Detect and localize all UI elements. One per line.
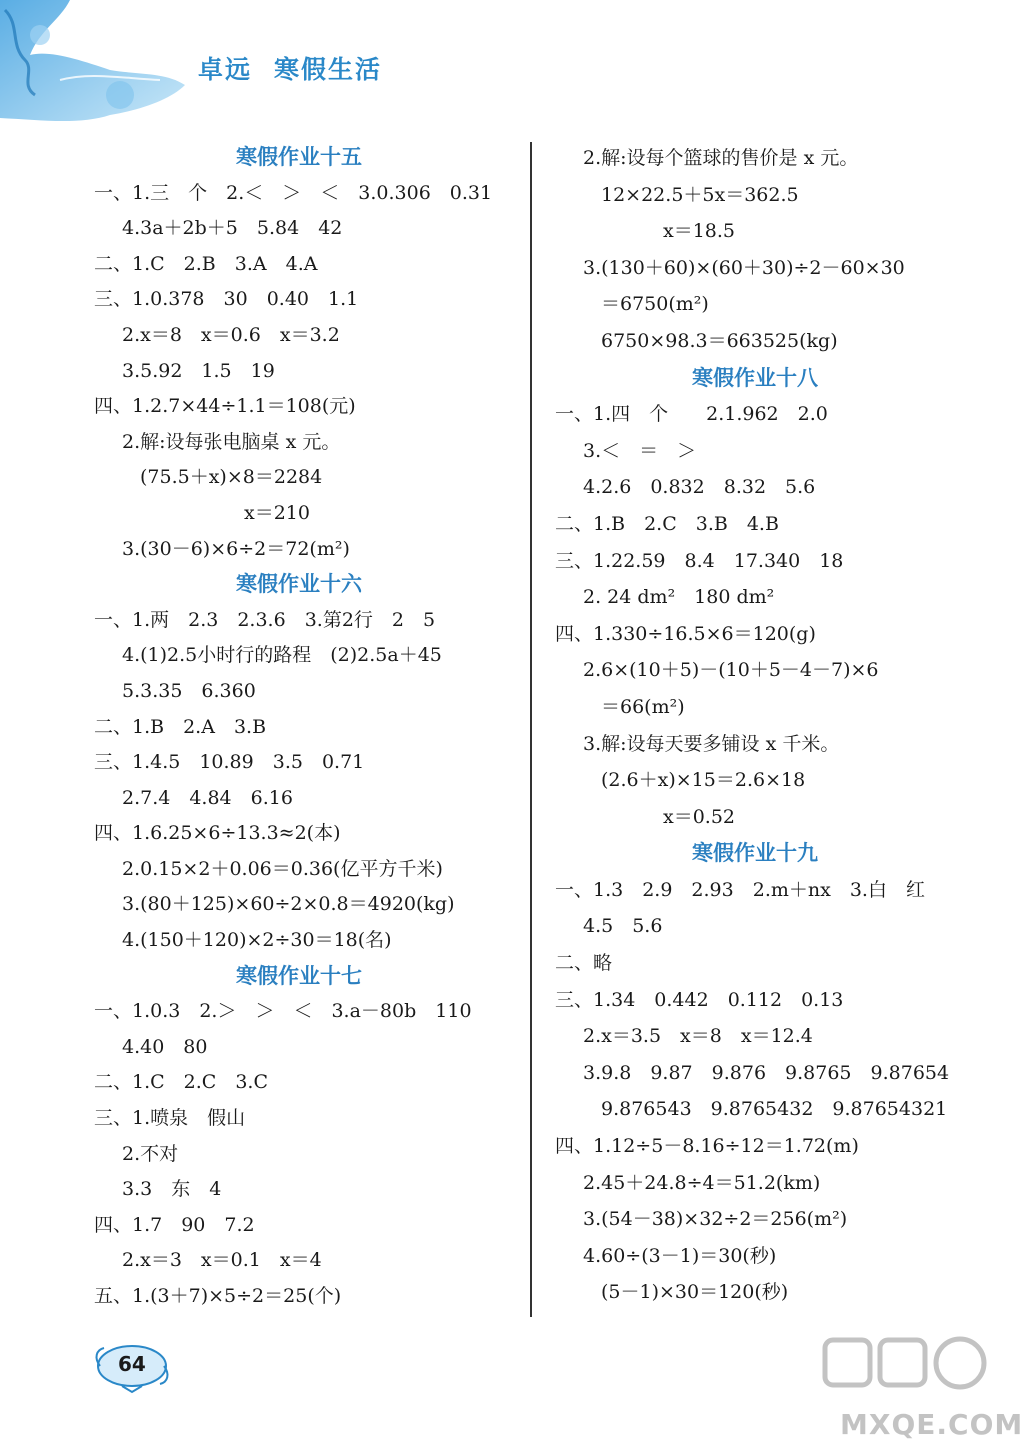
answer-line: 3.解:设每天要多铺设 x 千米。 — [583, 732, 840, 755]
answer-line: 2.解:设每个篮球的售价是 x 元。 — [583, 147, 859, 169]
answer-line: x＝18.5 — [663, 220, 736, 243]
answer-line: 2.x＝8 x＝0.6 x＝3.2 — [122, 323, 340, 346]
answer-line: x＝0.52 — [663, 805, 736, 828]
header-title — [198, 50, 382, 86]
answer-line: 3.(30－6)×6÷2＝72(m²) — [122, 537, 350, 560]
section-title: 寒假作业十五 — [236, 145, 362, 169]
answer-line: 一、1.四 个 2.1.962 2.0 — [555, 403, 828, 426]
answer-line: 四、1.6.25×6÷13.3≈2(本) — [94, 822, 341, 845]
answer-line: 6750×98.3＝663525(kg) — [601, 329, 838, 352]
answer-line: 五、1.(3＋7)×5÷2＝25(个) — [94, 1285, 342, 1307]
answer-line: 一、1.0.3 2.＞ ＞ ＜ 3.a－80b 110 — [94, 1000, 472, 1023]
answer-line: ＝66(m²) — [601, 695, 685, 718]
watermark-text: MXQE.COM — [840, 1408, 1023, 1441]
answer-line: 三、1.喷泉 假山 — [94, 1107, 246, 1130]
right-answer-column — [555, 140, 975, 1311]
answer-line: 2.7.4 4.84 6.16 — [122, 786, 293, 809]
answer-line: 5.3.35 6.360 — [122, 679, 256, 702]
answer-line: 二、1.C 2.B 3.A 4.A — [94, 252, 318, 275]
answer-line: 9.876543 9.8765432 9.87654321 — [601, 1098, 948, 1121]
answer-line: 四、1.330÷16.5×6＝120(g) — [555, 622, 816, 645]
answer-line: 三、1.4.5 10.89 3.5 0.71 — [94, 751, 365, 774]
page-number: 64 — [118, 1352, 146, 1376]
answer-line: 3.5.92 1.5 19 — [122, 359, 275, 382]
answer-line: 二、1.B 2.C 3.B 4.B — [555, 512, 779, 535]
answer-line: (2.6＋x)×15＝2.6×18 — [601, 769, 806, 792]
section-title: 寒假作业十六 — [236, 572, 362, 597]
left-answer-column — [94, 140, 524, 1315]
answer-line: 3.3 东 4 — [122, 1178, 222, 1201]
answer-line: 3.(80＋125)×60÷2×0.8＝4920(kg) — [122, 893, 455, 916]
answer-line: 4.5 5.6 — [583, 915, 663, 938]
answer-line: (75.5＋x)×8＝2284 — [140, 466, 323, 489]
answer-line: 4.40 80 — [122, 1035, 208, 1058]
answer-line: 二、1.B 2.A 3.B — [94, 715, 267, 738]
answer-line: 3.(130＋60)×(60＋30)÷2－60×30 — [583, 256, 905, 279]
header-landscape-illustration — [0, 0, 200, 130]
answer-line: 一、1.3 2.9 2.93 2.m＋nx 3.白 红 — [555, 878, 925, 901]
answer-line: 一、1.三 个 2.＜ ＞ ＜ 3.0.306 0.31 — [94, 181, 493, 204]
answer-line: 四、1.12÷5－8.16÷12＝1.72(m) — [555, 1135, 859, 1158]
header-brand: 卓远 — [198, 55, 253, 84]
answer-line: 三、1.34 0.442 0.112 0.13 — [555, 988, 844, 1011]
answer-line: 3.＜ ＝ ＞ — [583, 439, 697, 462]
answer-line: 2. 24 dm² 180 dm² — [583, 586, 775, 609]
answer-line: 4.60÷(3－1)＝30(秒) — [583, 1244, 777, 1267]
answer-line: 2.不对 — [122, 1142, 179, 1165]
column-divider — [530, 142, 532, 1317]
answer-line: 2.6×(10＋5)－(10＋5－4－7)×6 — [583, 659, 879, 682]
answer-line: 四、1.2.7×44÷1.1＝108(元) — [94, 395, 356, 418]
answer-line: 2.0.15×2＋0.06＝0.36(亿平方千米) — [122, 857, 443, 880]
answer-line: 四、1.7 90 7.2 — [94, 1213, 255, 1236]
answer-line: ＝6750(m²) — [601, 293, 709, 316]
answer-line: 4.(1)2.5小时行的路程 (2)2.5a＋45 — [122, 644, 442, 667]
answer-line: 12×22.5＋5x＝362.5 — [601, 183, 799, 206]
section-title: 寒假作业十九 — [692, 841, 818, 866]
answer-line: 一、1.两 2.3 2.3.6 3.第2行 2 5 — [94, 608, 436, 631]
answer-line: 2.x＝3.5 x＝8 x＝12.4 — [583, 1025, 813, 1048]
answer-line: 二、略 — [555, 952, 613, 975]
answer-line: 4.2.6 0.832 8.32 5.6 — [583, 476, 816, 499]
answer-line: 4.3a＋2b＋5 5.84 42 — [122, 217, 343, 240]
answer-line: (5－1)×30＝120(秒) — [601, 1281, 789, 1304]
answer-line: 2.x＝3 x＝0.1 x＝4 — [122, 1249, 322, 1272]
section-title: 寒假作业十八 — [692, 365, 818, 390]
answer-line: 2.解:设每张电脑桌 x 元。 — [122, 430, 341, 453]
answer-line: 二、1.C 2.C 3.C — [94, 1071, 268, 1094]
answer-line: x＝210 — [244, 501, 310, 524]
answer-line: 三、1.22.59 8.4 17.340 18 — [555, 549, 844, 572]
header-book-title: 寒假生活 — [274, 55, 383, 84]
answer-line: 3.9.8 9.87 9.876 9.8765 9.87654 — [583, 1061, 950, 1084]
section-title: 寒假作业十七 — [236, 963, 362, 988]
answer-line: 4.(150＋120)×2÷30＝18(名) — [122, 929, 392, 952]
answer-line: 三、1.0.378 30 0.40 1.1 — [94, 288, 359, 311]
answer-line: 3.(54－38)×32÷2＝256(m²) — [583, 1208, 848, 1231]
answer-line: 2.45＋24.8÷4＝51.2(km) — [583, 1171, 821, 1194]
